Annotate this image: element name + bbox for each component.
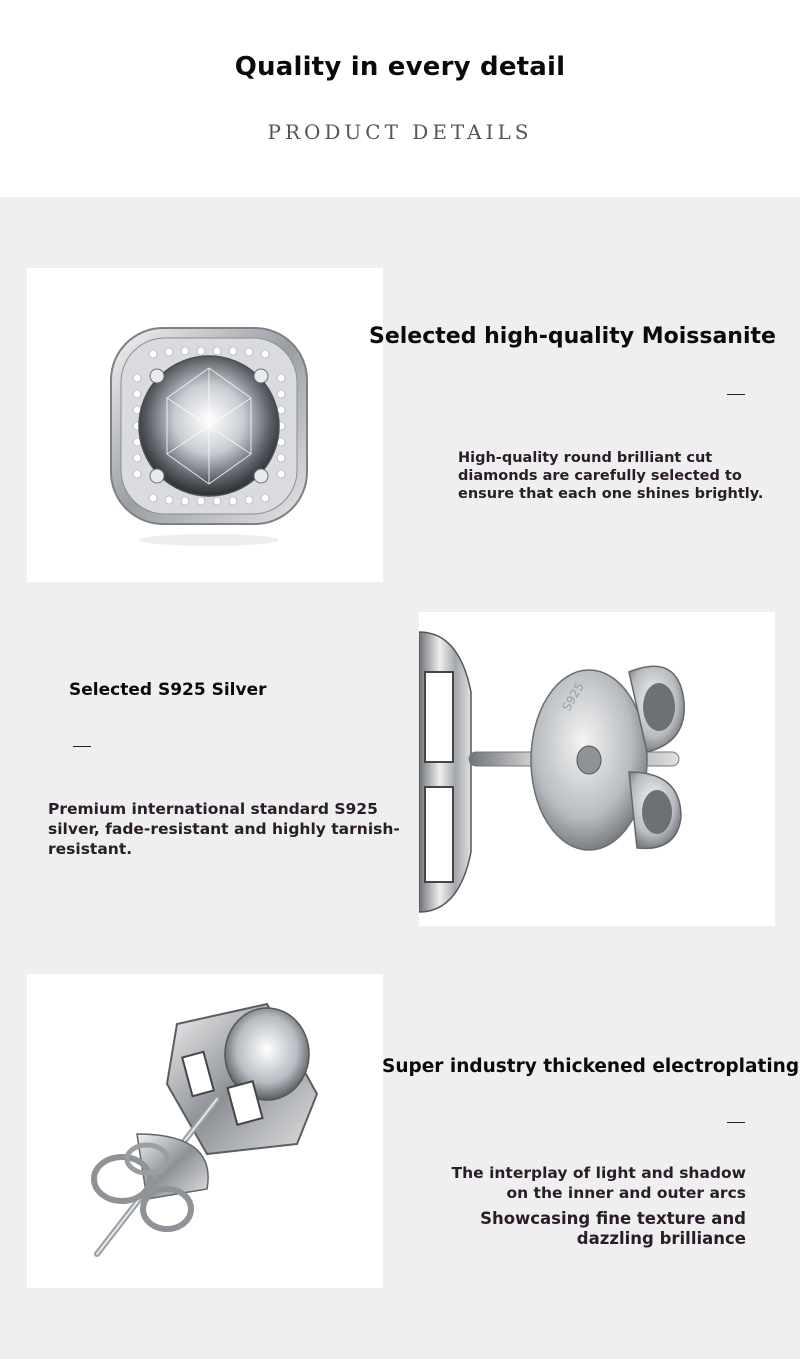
- section-body-silver: [48, 799, 400, 859]
- section-title-electroplating: Super industry thickened electroplating: [382, 1056, 800, 1077]
- section-body-electroplating: [452, 1163, 746, 1249]
- stud-side-view-icon: [27, 974, 383, 1288]
- body-line: ensure that each one shines brightly.: [458, 486, 764, 502]
- section-body-moissanite: [458, 449, 763, 503]
- body-line: The interplay of light and shadow: [451, 1164, 746, 1182]
- body-line: Premium international standard S925: [48, 800, 378, 818]
- body-line: on the inner and outer arcs: [506, 1184, 746, 1202]
- body-line: resistant.: [48, 840, 133, 858]
- page-header: [0, 0, 800, 197]
- body-line: Showcasing fine texture and: [480, 1209, 746, 1228]
- earring-back-closeup-image: [419, 612, 775, 926]
- body-line: dazzling brilliance: [576, 1229, 746, 1248]
- page-title: Quality in every detail: [234, 52, 566, 82]
- body-line: High-quality round brilliant cut: [458, 450, 713, 466]
- stud-side-view-image: [27, 974, 383, 1288]
- section-divider-moissanite: [727, 394, 745, 395]
- earring-back-closeup-icon: [419, 612, 775, 926]
- section-divider-silver: [73, 746, 91, 747]
- halo-stud-front-image: [27, 268, 383, 582]
- halo-stud-front-icon: [27, 268, 383, 582]
- page-subtitle: PRODUCT DETAILS: [267, 120, 533, 144]
- section-divider-electroplating: [727, 1122, 745, 1123]
- section-title-silver: Selected S925 Silver: [69, 680, 267, 700]
- body-line: silver, fade-resistant and highly tarnish-: [48, 820, 400, 838]
- section-title-moissanite: Selected high-quality Moissanite: [369, 324, 776, 349]
- body-line: diamonds are carefully selected to: [458, 468, 742, 484]
- svg-text:S925: S925: [559, 680, 587, 714]
